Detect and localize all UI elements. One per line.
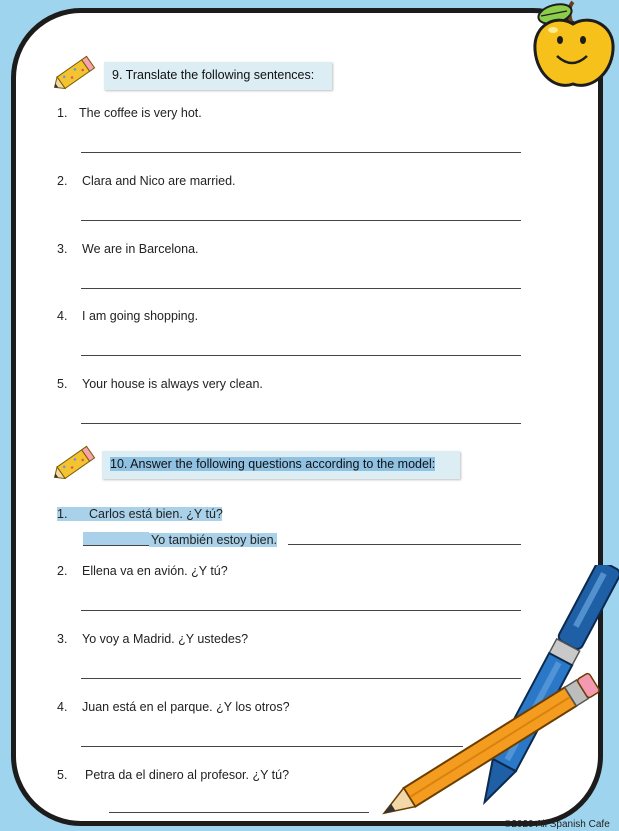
answer-line[interactable]: [109, 812, 369, 813]
section-9-title-text: 9. Translate the following sentences:: [112, 68, 315, 82]
list-item: [57, 700, 290, 714]
item-number: 3.: [57, 632, 68, 646]
item-number: 1.: [57, 507, 68, 521]
model-answer-text: Yo también estoy bien.: [151, 533, 278, 547]
answer-line[interactable]: [288, 544, 521, 545]
model-question: [57, 507, 222, 521]
item-number: 4.: [57, 700, 68, 714]
list-item: [57, 309, 198, 323]
item-number: 4.: [57, 309, 68, 323]
item-text: Petra da el dinero al profesor. ¿Y tú?: [85, 768, 290, 782]
item-text: Juan está en el parque. ¿Y los otros?: [82, 700, 290, 714]
section-9-title: [104, 62, 332, 90]
item-text: Your house is always very clean.: [82, 377, 263, 391]
item-number: 5.: [57, 377, 68, 391]
list-item: [57, 768, 289, 782]
item-number: 5.: [57, 768, 68, 782]
answer-line[interactable]: [81, 423, 521, 424]
item-text: We are in Barcelona.: [82, 242, 199, 256]
list-item: [57, 242, 199, 256]
item-text: Clara and Nico are married.: [82, 174, 236, 188]
pencil-icon: [50, 441, 100, 485]
item-number: 2.: [57, 174, 68, 188]
section-10-title: [102, 451, 460, 479]
list-item: [57, 632, 248, 646]
item-number: 1.: [57, 106, 68, 120]
item-text: Carlos está bien. ¿Y tú?: [89, 507, 223, 521]
pencil-icon: [360, 672, 619, 822]
answer-line[interactable]: [81, 355, 521, 356]
item-text: The coffee is very hot.: [79, 106, 202, 120]
item-number: 3.: [57, 242, 68, 256]
list-item: [57, 174, 236, 188]
answer-line[interactable]: [81, 220, 521, 221]
model-answer-blank: [83, 532, 149, 546]
list-item: [57, 377, 263, 391]
item-text: I am going shopping.: [82, 309, 199, 323]
section-10-title-text: 10. Answer the following questions according to the model:: [110, 457, 436, 471]
item-text: Yo voy a Madrid. ¿Y ustedes?: [82, 632, 249, 646]
model-answer: [83, 532, 277, 547]
list-item: [57, 106, 202, 120]
answer-line[interactable]: [81, 152, 521, 153]
item-text: Ellena va en avión. ¿Y tú?: [82, 564, 228, 578]
item-number: 2.: [57, 564, 68, 578]
list-item: [57, 564, 228, 578]
answer-line[interactable]: [81, 610, 521, 611]
answer-line[interactable]: [81, 288, 521, 289]
pencil-icon: [50, 51, 100, 95]
apple-icon: [527, 0, 619, 96]
copyright-footer: ©2020 All Spanish Cafe: [504, 819, 610, 830]
